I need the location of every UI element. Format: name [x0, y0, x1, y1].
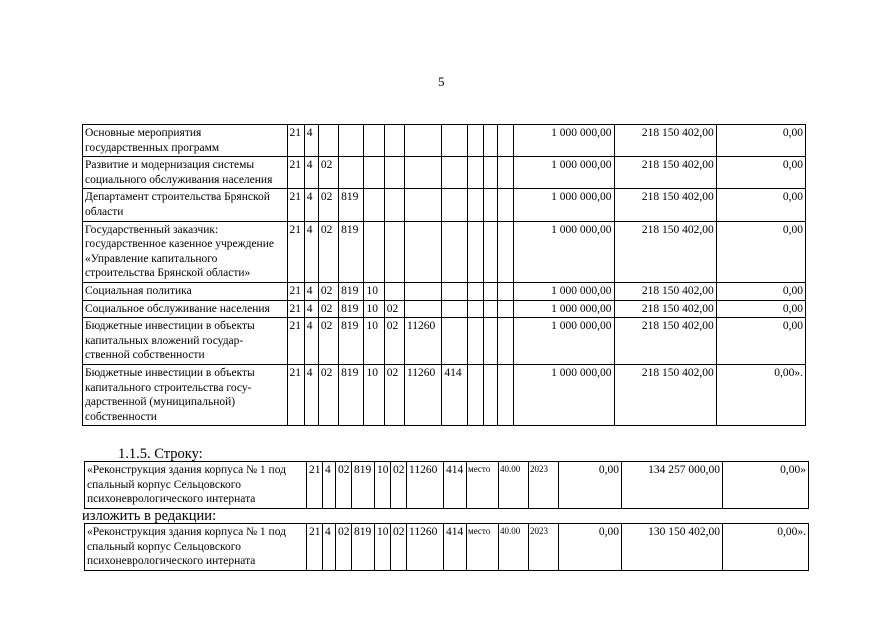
code-cell: 819: [339, 189, 364, 221]
code-cell: 11260: [404, 318, 441, 365]
code-cell: 2023: [529, 462, 559, 509]
amount-cell: 1 000 000,00: [514, 125, 614, 157]
amount-cell: 0,00»: [723, 462, 809, 509]
code-cell: [498, 364, 514, 425]
code-cell: [483, 300, 497, 318]
amount-cell: 0,00: [559, 462, 622, 509]
amount-cell: 1 000 000,00: [514, 189, 614, 221]
code-cell: [498, 318, 514, 365]
amount-cell: 218 150 402,00: [614, 189, 716, 221]
code-cell: [364, 125, 384, 157]
code-cell: [404, 221, 441, 282]
row-name-cell: «Реконструкция здания корпуса № 1 под спальный корпус Сельцовского психоневрологического интерната: [85, 462, 307, 509]
code-cell: 11260: [404, 364, 441, 425]
code-cell: [364, 221, 384, 282]
code-cell: 414: [444, 462, 467, 509]
code-cell: место: [467, 462, 499, 509]
code-cell: 819: [352, 524, 375, 571]
amount-cell: 218 150 402,00: [614, 157, 716, 189]
table-row: [83, 157, 806, 189]
code-cell: 02: [336, 462, 352, 509]
code-cell: [442, 125, 467, 157]
code-cell: 02: [384, 300, 404, 318]
code-cell: 02: [318, 318, 338, 365]
table-row: [85, 462, 809, 509]
code-cell: [442, 300, 467, 318]
code-cell: 21: [307, 462, 323, 509]
code-cell: 02: [336, 524, 352, 571]
code-cell: [467, 318, 483, 365]
code-cell: 10: [375, 524, 391, 571]
code-cell: 21: [287, 189, 304, 221]
code-cell: [384, 189, 404, 221]
code-cell: 21: [287, 125, 304, 157]
amount-cell: 1 000 000,00: [514, 300, 614, 318]
code-cell: [467, 300, 483, 318]
amount-cell: 1 000 000,00: [514, 364, 614, 425]
code-cell: 819: [352, 462, 375, 509]
code-cell: 4: [304, 221, 318, 282]
code-cell: 4: [304, 282, 318, 300]
amount-cell: 218 150 402,00: [614, 221, 716, 282]
row-name-cell: Бюджетные инвестиции в объекты капитального строительства госу-дарственной (муниципальной) собственности: [83, 364, 288, 425]
table-row: [83, 189, 806, 221]
row-name-cell: Основные мероприятия государственных программ: [83, 125, 288, 157]
code-cell: [384, 282, 404, 300]
code-cell: 02: [391, 524, 407, 571]
code-cell: [384, 125, 404, 157]
budget-table: [82, 124, 806, 426]
code-cell: 02: [318, 189, 338, 221]
code-cell: место: [467, 524, 499, 571]
code-cell: [498, 300, 514, 318]
table-row: [83, 364, 806, 425]
code-cell: 4: [304, 318, 318, 365]
code-cell: 21: [287, 157, 304, 189]
code-cell: 10: [364, 282, 384, 300]
amount-cell: 218 150 402,00: [614, 318, 716, 365]
code-cell: 414: [444, 524, 467, 571]
amount-cell: 0,00: [716, 125, 805, 157]
code-cell: [467, 364, 483, 425]
code-cell: [404, 300, 441, 318]
code-cell: [339, 125, 364, 157]
row-name-cell: Социальная политика: [83, 282, 288, 300]
code-cell: [483, 189, 497, 221]
amount-cell: 218 150 402,00: [614, 125, 716, 157]
code-cell: 02: [318, 282, 338, 300]
code-cell: 10: [364, 300, 384, 318]
code-cell: 4: [304, 157, 318, 189]
amount-cell: 0,00».: [716, 364, 805, 425]
code-cell: 11260: [407, 524, 444, 571]
code-cell: 414: [442, 364, 467, 425]
table-row: [83, 125, 806, 157]
code-cell: [483, 364, 497, 425]
code-cell: 11260: [407, 462, 444, 509]
code-cell: [442, 189, 467, 221]
amount-cell: 0,00: [716, 157, 805, 189]
code-cell: [498, 221, 514, 282]
code-cell: [364, 157, 384, 189]
code-cell: 4: [323, 462, 336, 509]
code-cell: 4: [304, 364, 318, 425]
code-cell: [498, 282, 514, 300]
code-cell: [318, 125, 338, 157]
row-name-cell: Государственный заказчик: государственное казенное учреждение «Управление капитального строительства Брянской области»: [83, 221, 288, 282]
section-heading-row: 1.1.5. Строку:: [118, 446, 203, 462]
amount-cell: 0,00: [716, 318, 805, 365]
code-cell: [467, 282, 483, 300]
code-cell: 10: [364, 364, 384, 425]
table-row: [83, 300, 806, 318]
code-cell: 21: [287, 221, 304, 282]
code-cell: 2023: [529, 524, 559, 571]
code-cell: 819: [339, 282, 364, 300]
code-cell: [483, 125, 497, 157]
code-cell: 819: [339, 300, 364, 318]
code-cell: [498, 157, 514, 189]
amount-cell: 134 257 000,00: [622, 462, 723, 509]
amount-cell: 218 150 402,00: [614, 300, 716, 318]
table-row: [85, 524, 809, 571]
code-cell: [467, 189, 483, 221]
code-cell: 02: [318, 221, 338, 282]
code-cell: [483, 157, 497, 189]
code-cell: [404, 189, 441, 221]
code-cell: [442, 157, 467, 189]
row-name-cell: Департамент строительства Брянской области: [83, 189, 288, 221]
code-cell: 21: [307, 524, 323, 571]
amount-cell: 0,00».: [723, 524, 809, 571]
code-cell: [442, 282, 467, 300]
row-name-cell: Социальное обслуживание населения: [83, 300, 288, 318]
code-cell: 40.00: [499, 462, 529, 509]
code-cell: 02: [318, 157, 338, 189]
new-row-table: [84, 523, 809, 571]
code-cell: [483, 282, 497, 300]
amount-cell: 0,00: [716, 221, 805, 282]
code-cell: [364, 189, 384, 221]
code-cell: [404, 157, 441, 189]
amount-cell: 0,00: [716, 282, 805, 300]
code-cell: [384, 157, 404, 189]
code-cell: 4: [304, 189, 318, 221]
amount-cell: 218 150 402,00: [614, 282, 716, 300]
code-cell: 4: [304, 300, 318, 318]
code-cell: 10: [375, 462, 391, 509]
code-cell: [498, 125, 514, 157]
code-cell: [404, 282, 441, 300]
amount-cell: 0,00: [716, 300, 805, 318]
amount-cell: 0,00: [559, 524, 622, 571]
code-cell: 40.00: [499, 524, 529, 571]
amount-cell: 130 150 402,00: [622, 524, 723, 571]
code-cell: 21: [287, 282, 304, 300]
code-cell: 4: [323, 524, 336, 571]
code-cell: [442, 318, 467, 365]
code-cell: 819: [339, 221, 364, 282]
amount-cell: 1 000 000,00: [514, 221, 614, 282]
table-row: [83, 221, 806, 282]
code-cell: [467, 157, 483, 189]
code-cell: 02: [384, 364, 404, 425]
amount-cell: 1 000 000,00: [514, 157, 614, 189]
code-cell: 819: [339, 364, 364, 425]
page-number: 5: [438, 74, 445, 89]
amount-cell: 1 000 000,00: [514, 282, 614, 300]
amount-cell: 1 000 000,00: [514, 318, 614, 365]
code-cell: [467, 125, 483, 157]
row-name-cell: «Реконструкция здания корпуса № 1 под спальный корпус Сельцовского психоневрологического интерната: [85, 524, 307, 571]
code-cell: 02: [384, 318, 404, 365]
section-heading-edit: изложить в редакции:: [82, 508, 217, 524]
code-cell: 4: [304, 125, 318, 157]
code-cell: [467, 221, 483, 282]
code-cell: [384, 221, 404, 282]
code-cell: [404, 125, 441, 157]
code-cell: 21: [287, 364, 304, 425]
row-name-cell: Бюджетные инвестиции в объекты капитальных вложений государ-ственной собственности: [83, 318, 288, 365]
code-cell: 21: [287, 300, 304, 318]
amount-cell: 0,00: [716, 189, 805, 221]
code-cell: 02: [391, 462, 407, 509]
code-cell: [483, 318, 497, 365]
row-name-cell: Развитие и модернизация системы социального обслуживания населения: [83, 157, 288, 189]
code-cell: 21: [287, 318, 304, 365]
code-cell: [498, 189, 514, 221]
old-row-table: [84, 461, 809, 509]
code-cell: [339, 157, 364, 189]
table-row: [83, 282, 806, 300]
code-cell: 10: [364, 318, 384, 365]
code-cell: 819: [339, 318, 364, 365]
code-cell: [442, 221, 467, 282]
table-row: [83, 318, 806, 365]
amount-cell: 218 150 402,00: [614, 364, 716, 425]
code-cell: [483, 221, 497, 282]
code-cell: 02: [318, 300, 338, 318]
code-cell: 02: [318, 364, 338, 425]
